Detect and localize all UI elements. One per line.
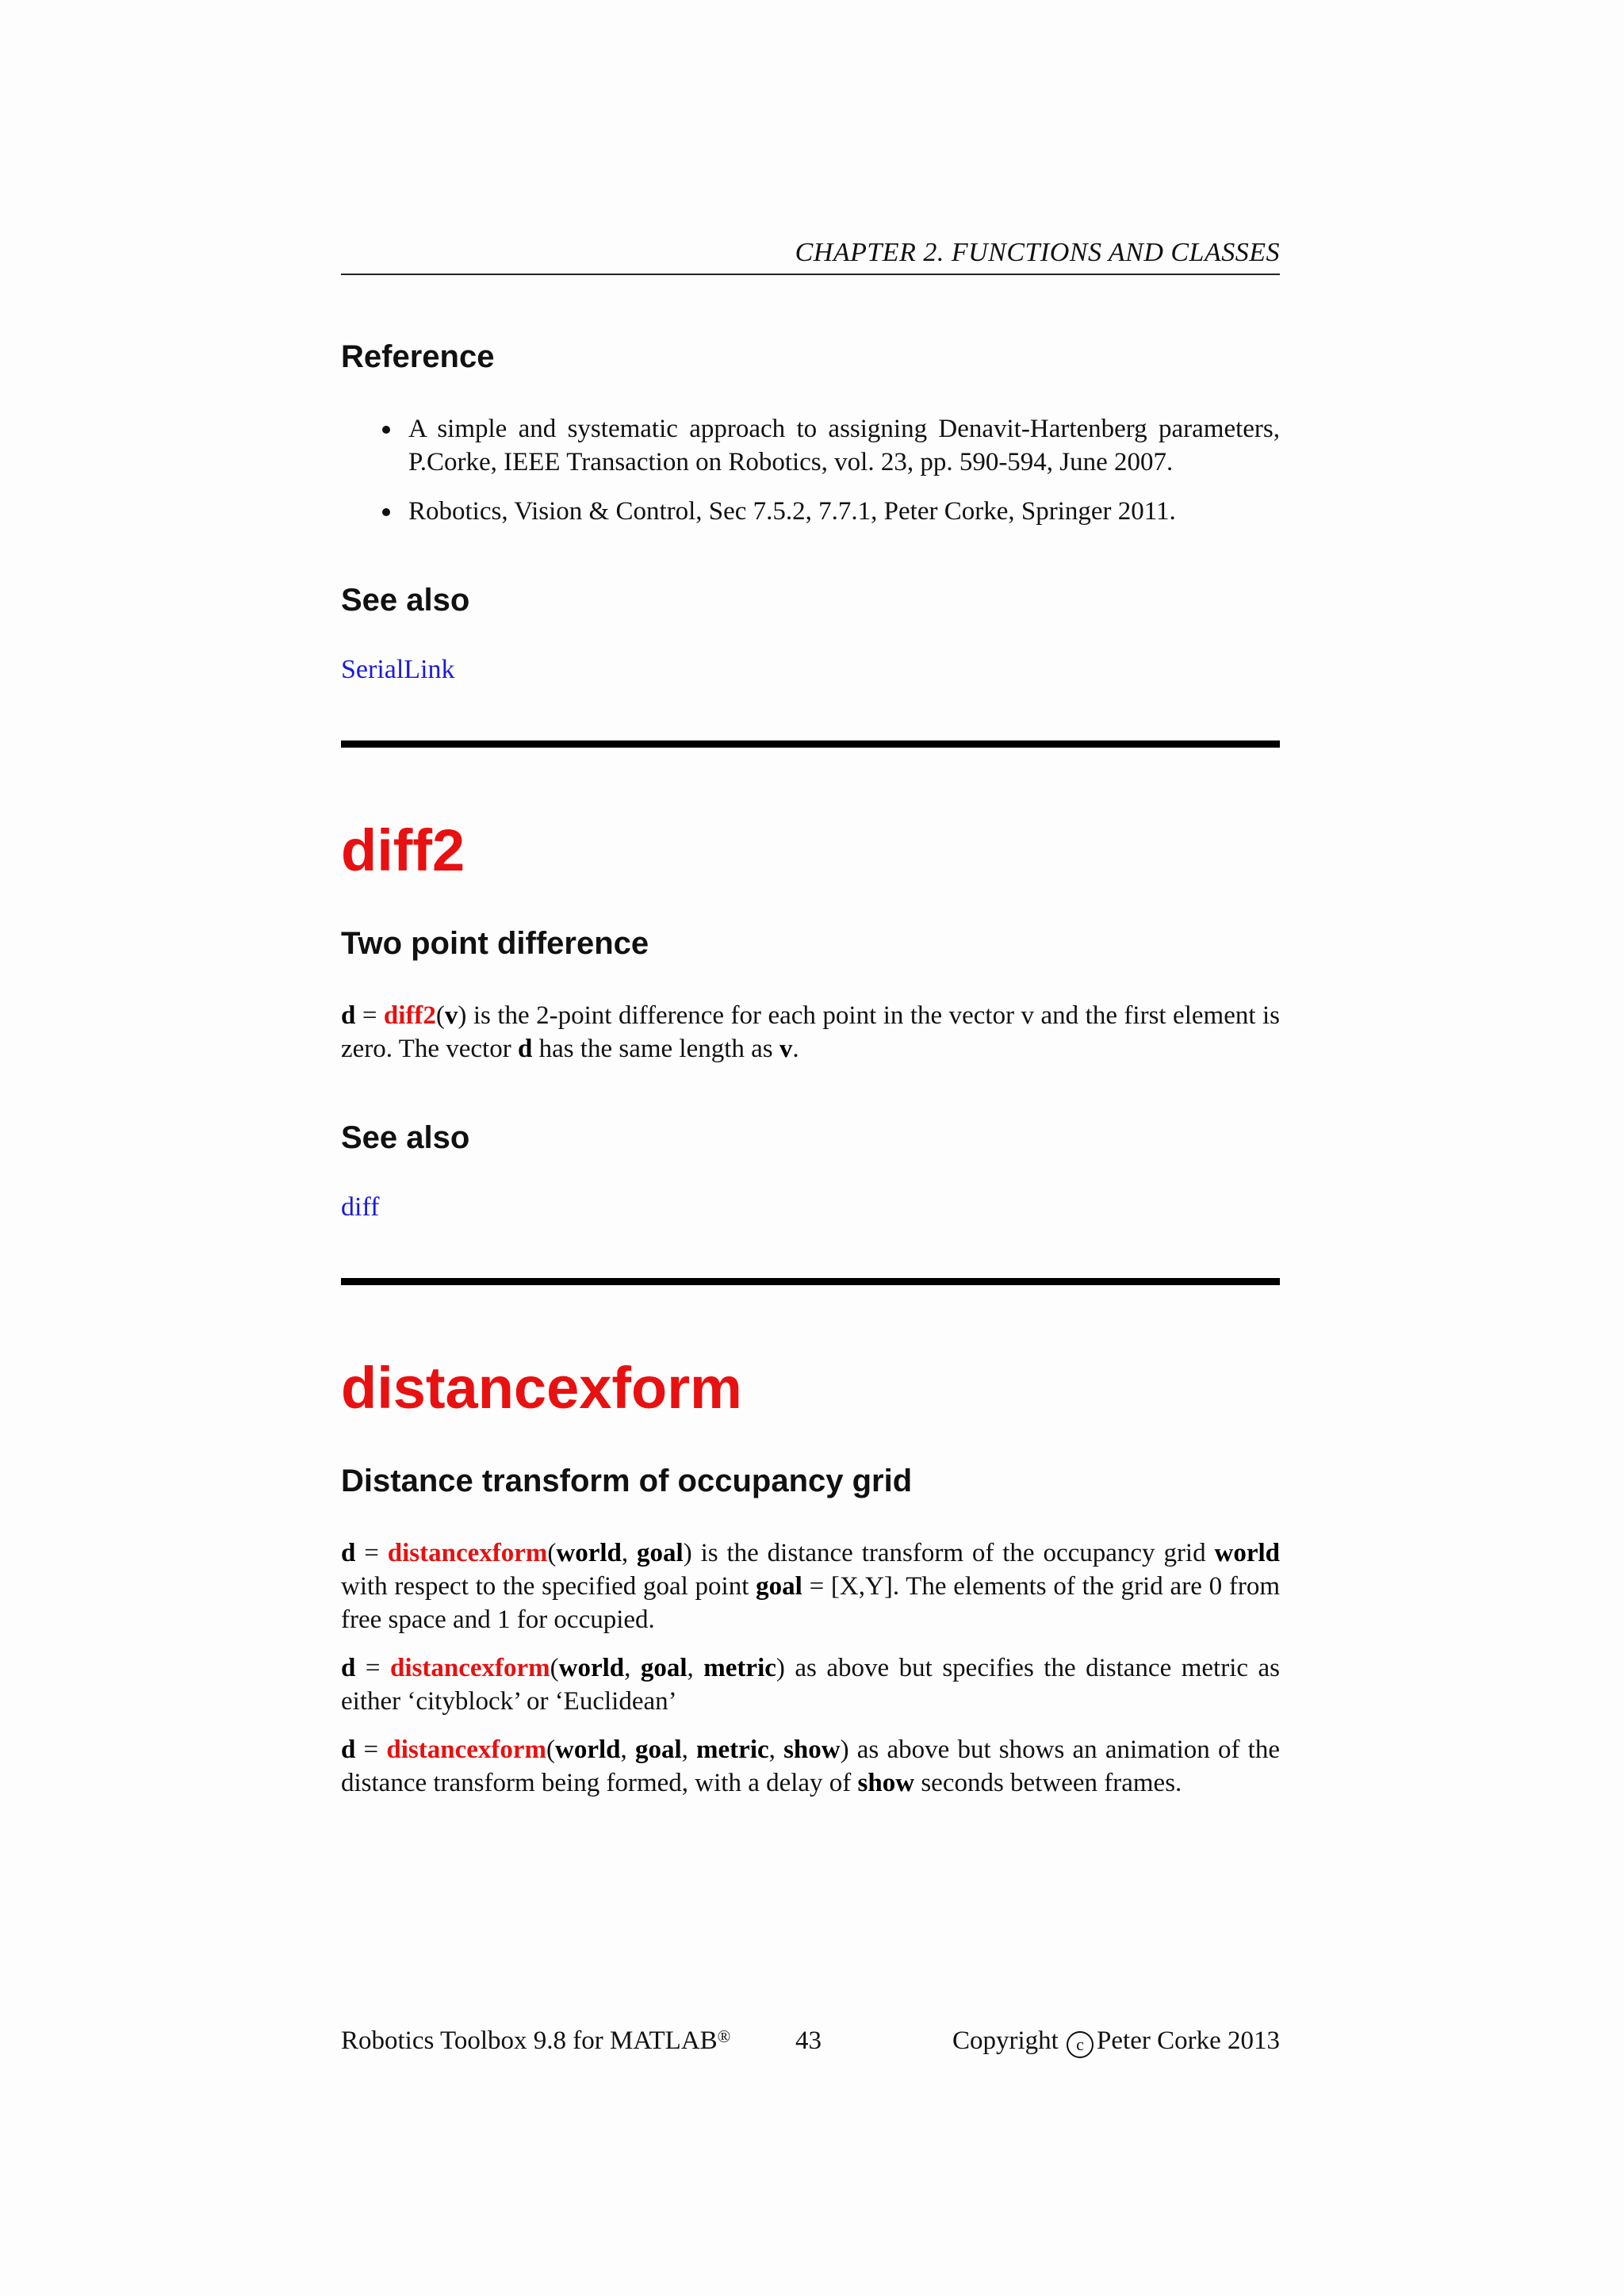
reference-heading: Reference: [341, 339, 495, 374]
distancexform-title: distancexform: [341, 1355, 742, 1421]
distancexform-usage-1: d = distancexform(world, goal) is the distance transform of the occupancy grid world with respect to the specified goal point goal = [X,Y]. The elements of the grid are 0 from free space and 1 for occupied.: [341, 1539, 1280, 1634]
reference-list: [341, 412, 1280, 544]
list-item: Robotics, Vision & Control, Sec 7.5.2, 7.7.1, Peter Corke, Springer 2011.: [341, 495, 1280, 528]
running-head: CHAPTER 2. FUNCTIONS AND CLASSES: [795, 238, 1280, 267]
diff2-title: diff2: [341, 817, 465, 883]
page-number: 43: [795, 2026, 822, 2055]
footer-copyright: Copyright c Peter Corke 2013: [952, 2026, 1280, 2058]
diff2-description: d = diff2(v) is the 2-point difference for each point in the vector v and the first element is zero. The vector d has the same length as v.: [341, 1001, 1280, 1063]
distancexform-subtitle: Distance transform of occupancy grid: [341, 1464, 913, 1498]
seriallink-link[interactable]: SerialLink: [341, 655, 455, 684]
see-also-heading: See also: [341, 583, 470, 618]
list-item: A simple and systematic approach to assigning Denavit-Hartenberg parameters, P.Corke, IEEE Transaction on Robotics, vol. 23, pp. 590-594, June 2007.: [341, 412, 1280, 479]
footer-title: Robotics Toolbox 9.8 for MATLAB®: [341, 2026, 731, 2055]
copyright-icon: c: [1067, 2031, 1094, 2058]
section-divider: [341, 740, 1280, 748]
bullet-icon: [382, 426, 390, 434]
diff2-subtitle: Two point difference: [341, 926, 649, 961]
bullet-icon: [382, 508, 390, 516]
section-divider: [341, 1278, 1280, 1285]
distancexform-usage-3: d = distancexform(world, goal, metric, show) as above but shows an animation of the distance transform being formed, with a delay of show seconds between frames.: [341, 1735, 1280, 1797]
see-also-heading: See also: [341, 1120, 470, 1155]
diff-link[interactable]: diff: [341, 1192, 380, 1222]
registered-mark: ®: [717, 2026, 731, 2046]
distancexform-usage-2: d = distancexform(world, goal, metric) as above but specifies the distance metric as either ‘cityblock’ or ‘Euclidean’: [341, 1654, 1280, 1716]
header-rule: [341, 274, 1280, 275]
